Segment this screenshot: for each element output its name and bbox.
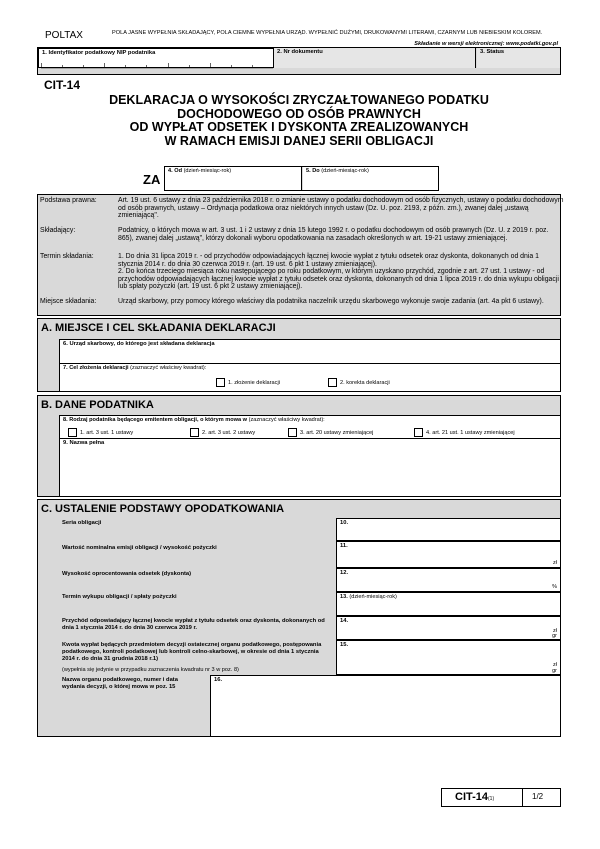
authority-field[interactable] [210, 675, 561, 737]
period-from-field[interactable] [165, 167, 302, 190]
footer-form-code: CIT-14(1) [455, 791, 495, 803]
footer-code-box [441, 788, 561, 807]
taxpayer-type-opt1-checkbox[interactable] [68, 428, 77, 437]
purpose-field [59, 363, 561, 392]
tax-office-label: 6. Urząd skarbowy, do którego jest składana deklaracja [63, 341, 215, 347]
maturity-row [59, 592, 561, 616]
legal-submitters-label: Składający: [40, 227, 76, 234]
section-b-title: B. DANE PODATNIKA [41, 399, 154, 411]
decision-amount-num: 15. [340, 642, 349, 648]
electronic-filing-note: Składanie w wersji elektronicznej: www.podatki.gov.pl [414, 41, 558, 47]
taxpayer-type-opt2-checkbox[interactable] [190, 428, 199, 437]
nip-comb-ticks [41, 61, 273, 69]
title-line-1: DEKLARACJA O WYSOKOŚCI ZRYCZAŁTOWANEGO PODATKU [109, 93, 489, 107]
purpose-option-filing[interactable]: 1. złożenie deklaracji [216, 378, 280, 387]
maturity-num: 13. (dzień-miesiąc-rok) [340, 594, 397, 600]
full-name-label: 9. Nazwa pełna [63, 440, 105, 446]
legal-basis-text: Art. 19 ust. 6 ustawy z dnia 23 października 2018 r. o zmianie ustawy o podatku dochodowym od osób fizycznych, ustawy o podatku dochodowym od osób prawnych, ustawy – Ordynacja podatkowa oraz niektórych innych ustaw (Dz. U. poz. 2193, z późn. zm.), zwanej dalej „ustawą zmieniającą". [118, 197, 564, 220]
revenue-field[interactable] [336, 616, 561, 640]
interest-rate-unit: % [552, 584, 557, 590]
purpose-correction-checkbox[interactable] [328, 378, 337, 387]
fill-instruction: POLA JASNE WYPEŁNIA SKŁADAJĄCY, POLA CIEMNE WYPEŁNIA URZĄD. WYPEŁNIĆ DUŻYMI, DRUKOWANYMI LITERAMI, CZARNYM LUB NIEBIESKIM KOLOREM. [112, 30, 543, 36]
period-to-label: 5. Do (dzień-miesiąc-rok) [306, 168, 369, 174]
section-c-title: C. USTALENIE PODSTAWY OPODATKOWANIA [41, 503, 285, 515]
legal-deadline-text: 1. Do dnia 31 lipca 2019 r. - od przychodów odpowiadających łącznej kwocie wypłat z tytułu odsetek oraz dyskonta, dokonanych od dnia 1 stycznia 2014 r. do dnia 30 czerwca 2019 r. (art. 19 ust. 6 pkt 1 ustawy zmieniającej). 2. Do końca trzeciego miesiąca roku następującego po roku podatkowym, w którym uzyskano przychód, zgodnie z art. 27 ust. 1 ustawy - od przychodów odpowiadających łącznej kwocie wypłat z tytułu odsetek oraz dyskonta, dokonanych od dnia 1 lipca 2019 r. do dnia wykupu obligacji lub spłaty pożyczki (art. 19 ust. 6 pkt 2 ustawy zmieniającej). [118, 253, 559, 291]
brand-logo: POLTAX [45, 30, 83, 41]
footer-page-number: 1/2 [532, 792, 544, 801]
legal-deadline-label: Termin składania: [40, 253, 94, 260]
legal-place-label: Miejsce składania: [40, 298, 97, 305]
authority-num: 16. [214, 677, 223, 683]
taxpayer-type-opt3[interactable]: 3. art. 20 ustawy zmieniającej [288, 428, 373, 437]
authority-row [59, 675, 561, 737]
revenue-unit-zl: zł [553, 628, 557, 634]
doc-number-field [274, 48, 476, 68]
purpose-option-correction[interactable]: 2. korekta deklaracji [328, 378, 390, 387]
footer-page-divider [522, 789, 523, 806]
interest-rate-field[interactable] [336, 568, 561, 592]
legal-basis-label: Podstawa prawna: [40, 197, 97, 204]
interest-rate-label: Wysokość oprocentowania odsetek (dyskonta) [62, 571, 192, 577]
maturity-label: Termin wykupu obligacji / spłaty pożyczki [62, 594, 177, 600]
status-label: 3. Status [480, 49, 505, 55]
revenue-unit-gr: gr [552, 633, 557, 639]
legal-submitters-text: Podatnicy, o których mowa w art. 3 ust. 1 i 2 ustawy z dnia 15 lutego 1992 r. o podatku dochodowym od osób prawnych (Dz. U. z 2019 r. poz. 865), zwanej dalej „ustawą", którzy dokonali wyboru opodatkowania na zasadach określonych w art. 19-21 ustawy zmieniającej. [118, 227, 549, 242]
series-row [59, 518, 561, 541]
nominal-value-num: 11. [340, 543, 348, 549]
nominal-value-row [59, 541, 561, 568]
nip-field[interactable] [38, 48, 274, 68]
decision-amount-unit-gr: gr [552, 668, 557, 674]
taxpayer-type-opt3-checkbox[interactable] [288, 428, 297, 437]
tax-office-field[interactable] [59, 339, 561, 364]
title-line-3: OD WYPŁAT ODSETEK I DYSKONTA ZREALIZOWANYCH [129, 120, 469, 134]
purpose-label: 7. Cel złożenia deklaracji (zaznaczyć właściwy kwadrat): [63, 365, 207, 371]
decision-amount-unit-zl: zł [553, 662, 557, 668]
form-code: CIT-14 [44, 78, 81, 92]
series-num: 10. [340, 520, 349, 526]
interest-rate-num: 12. [340, 570, 349, 576]
full-name-field[interactable] [59, 438, 561, 497]
authority-label: Nazwa organu podatkowego, numer i data wydania decyzji, o której mowa w poz. 15 [62, 677, 178, 690]
decision-amount-label: Kwota wypłat będących przedmiotem decyzji ostatecznej organu podatkowego, postępowania podatkowego, kontroli podatkowej lub kontroli celno-skarbowej, w okresie od dnia 1 stycznia 2014 r. do dnia 31 grudnia 2018 r.1) [62, 642, 322, 662]
taxpayer-type-opt1[interactable]: 1. art. 3 ust. 1 ustawy [68, 428, 133, 437]
period-from-label: 4. Od (dzień-miesiąc-rok) [168, 168, 232, 174]
revenue-label: Przychód odpowiadający łącznej kwocie wypłat z tytułu odsetek oraz dyskonta, dokonanych od dnia 1 stycznia 2014 r. do dnia 30 czerwca 2019 r. [62, 618, 325, 631]
maturity-field[interactable] [336, 592, 561, 616]
nominal-value-label: Wartość nominalna emisji obligacji / wysokość pożyczki [62, 545, 217, 551]
legal-place [40, 298, 560, 314]
nip-label: 1. Identyfikator podatkowy NIP podatnika [42, 50, 156, 56]
legal-place-text: Urząd skarbowy, przy pomocy którego właściwy dla podatnika naczelnik urzędu skarbowego wykonuje swoje zadania (art. 4a pkt 6 ustawy). [118, 298, 544, 305]
interest-rate-row [59, 568, 561, 592]
nominal-value-field[interactable] [336, 541, 561, 568]
revenue-num: 14. [340, 618, 349, 624]
taxpayer-type-field [59, 415, 561, 439]
purpose-filing-checkbox[interactable] [216, 378, 225, 387]
decision-amount-note: (wypełnia się jedynie w przypadku zaznaczenia kwadratu nr 3 w poz. 8) [62, 667, 239, 673]
taxpayer-type-opt4[interactable]: 4. art. 21 ust. 1 ustawy zmieniającej [414, 428, 515, 437]
title-line-4: W RAMACH EMISJI DANEJ SERII OBLIGACJI [164, 133, 434, 148]
za-label: ZA [143, 172, 161, 187]
taxpayer-type-opt4-checkbox[interactable] [414, 428, 423, 437]
series-label: Seria obligacji [62, 520, 102, 526]
decision-amount-row [59, 640, 561, 675]
series-field[interactable] [336, 518, 561, 541]
nominal-value-unit: zł [553, 560, 557, 566]
revenue-row [59, 616, 561, 640]
form-title [37, 94, 561, 148]
period-to-field[interactable] [303, 167, 438, 190]
taxpayer-type-label: 8. Rodzaj podatnika będącego emitentem obligacji, o którym mowa w (zaznaczyć właściwy kwadrat): [63, 417, 325, 423]
taxpayer-type-opt2[interactable]: 2. art. 3 ust. 2 ustawy [190, 428, 255, 437]
doc-number-label: 2. Nr dokumentu [277, 49, 323, 55]
legal-basis [40, 197, 564, 227]
title-line-2: DOCHODOWEGO OD OSÓB PRAWNYCH [177, 106, 421, 121]
legal-deadline [40, 253, 560, 299]
section-a-title: A. MIEJSCE I CEL SKŁADANIA DEKLARACJI [41, 322, 276, 334]
status-field [477, 48, 560, 68]
decision-amount-field[interactable] [336, 640, 561, 675]
